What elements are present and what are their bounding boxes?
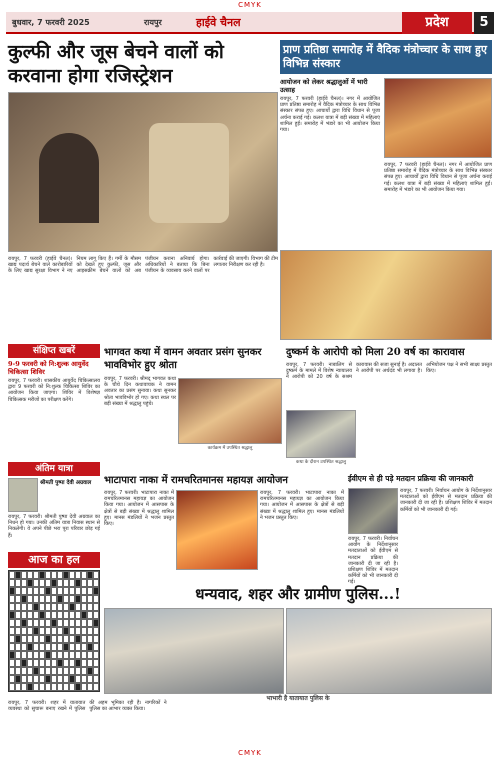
story2-body-cont: रायपुर, 7 फरवरी (हाईवे चैनल)। नगर में आयोजित प्राण प्रतिष्ठा समारोह में वैदिक मंत्रोच्चार के साथ विभिन्न संस्कार संपन्न हुए। आचार्यों द्वारा विधि विधान से पूजा अर्चना कराई गई। कलश यात्रा में बड़ी संख्या में महिलाएं शामिल हुईं। समारोह में भंडारे का भी आयोजन किया गया। (384, 162, 492, 193)
thank-you-banner: धन्यवाद, शहर और ग्रामीण पुलिस...! (195, 585, 401, 603)
lead-body: रायपुर, 7 फरवरी (हाईवे चैनल)। खाद्य पदार्थ बेचने वाले कारोबारियों के लिए खाद्य सुरक्षा विभाग ने नए नियम लागू किए हैं। गर्मी के मौसम को देखते हुए कुल्फी, जूस और आइसक्रीम बेचने वालों को अब पंजीयन कराना अनिवार्य होगा। अधिकारियों ने बताया कि बिना पंजीयन के व्यवसाय करने वालों पर कार्रवाई की जाएगी। विभाग की टीम लगातार निरीक्षण कर रही है। (8, 256, 278, 275)
story7-caption: भाभारी है यातायात पुलिस के (266, 695, 330, 702)
story6-headline: ईवीएम से ही पड़े मतदान प्रक्रिया की जानकारी (348, 474, 474, 483)
story7-body: रायपुर, 7 फरवरी। शहर में यातायात व्यवस्था को सुचारू बनाए रखने में पुलिस की अहम भूमिका रही है। नागरिकों ने पुलिस का आभार व्यक्त किया। (8, 700, 167, 713)
briefs-headline: 9-9 फरवरी को नि:शुल्क आयुर्वेद चिकित्सा शिविर (8, 360, 89, 376)
story6-body-cont: रायपुर, 7 फरवरी। निर्वाचन आयोग के निर्देशानुसार मतदाताओं को ईवीएम से मतदान प्रक्रिया की जानकारी दी जा रही है। प्रशिक्षण शिविर में मतदान कर्मियों को भी जानकारी दी गई। (348, 536, 398, 586)
story5-body-cont: रायपुर, 7 फरवरी। भाटापारा नाका में रामचरितमानस महायज्ञ का आयोजन किया गया। आयोजन में आसपास के क्षेत्रों से बड़ी संख्या में श्रद्धालु शामिल हुए। मानस मंडलियों ने भजन प्रस्तुत किए। (260, 490, 344, 521)
story3-body: रायपुर, 7 फरवरी। श्रीमद् भागवत कथा के चौथे दिन कथावाचक ने वामन अवतार का प्रसंग सुनाया। कथा सुनकर श्रोता भावविभोर हो गए। कथा स्थल पर बड़ी संख्या में श्रद्धालु पहुंचे। (104, 376, 176, 407)
story3-photo (178, 378, 282, 444)
lead-photo (8, 92, 278, 252)
story4-headline: दुष्कर्म के आरोपी को मिला 20 वर्ष का कारावास (286, 347, 465, 358)
section-name: प्रदेश (402, 12, 472, 34)
page-number: 5 (474, 12, 494, 34)
story3-headline: भागवत कथा में वामन अवतार प्रसंग सुनकर भावविभोर हुए श्रोता (104, 347, 262, 371)
story6-photo (348, 488, 398, 534)
story2-photo-2 (280, 250, 492, 340)
puzzle-title: आज का हल (8, 552, 100, 568)
newspaper-brand: हाईवे चैनल (196, 16, 241, 29)
story2-subhead: आयोजन को लेकर श्रद्धालुओं में भारी उत्साह (280, 78, 368, 94)
registration-mark-bottom: CMYK (238, 749, 262, 757)
story2-headline: प्राण प्रतिष्ठा समारोह में वैदिक मंत्रोच्चार के साथ हुए विभिन्न संस्कार (280, 40, 492, 74)
story4-caption: कथा के दौरान उपस्थित श्रद्धालु (295, 460, 347, 465)
obit-photo (8, 478, 38, 512)
story2-body: रायपुर, 7 फरवरी (हाईवे चैनल)। नगर में आयोजित प्राण प्रतिष्ठा समारोह में वैदिक मंत्रोच्चार के साथ विभिन्न संस्कार संपन्न हुए। आचार्यों द्वारा विधि विधान से पूजा अर्चना कराई गई। कलश यात्रा में बड़ी संख्या में महिलाएं शामिल हुईं। समारोह में भंडारे का भी आयोजन किया गया। (280, 96, 380, 134)
briefs-body: रायपुर, 7 फरवरी। शासकीय आयुर्वेद चिकित्सालय द्वारा 9 फरवरी को नि:शुल्क चिकित्सा शिविर का आयोजन किया जाएगा। शिविर में विशेषज्ञ चिकित्सक मरीजों का परीक्षण करेंगे। (8, 378, 100, 403)
crossword-grid (8, 570, 100, 692)
issue-date: बुधवार, 7 फरवरी 2025 (12, 18, 90, 27)
story6-body: रायपुर, 7 फरवरी। निर्वाचन आयोग के निर्देशानुसार मतदाताओं को ईवीएम से मतदान प्रक्रिया की जानकारी दी जा रही है। प्रशिक्षण शिविर में मतदान कर्मियों को भी जानकारी दी गई। (400, 488, 492, 513)
lead-headline: कुल्फी और जूस बेचने वालों को करवाना होगा रजिस्ट्रेशन (8, 41, 224, 87)
briefs-title: संक्षिप्त खबरें (8, 344, 100, 358)
story4-body: रायपुर, 7 फरवरी। नाबालिग से दुष्कर्म के मामले में विशेष न्यायालय ने आरोपी को 20 वर्ष के सश्रम कारावास की सजा सुनाई है। अदालत ने आरोपी पर अर्थदंड भी लगाया है। अभियोजन पक्ष ने सभी साक्ष्य प्रस्तुत किए। (286, 362, 492, 381)
story5-body: रायपुर, 7 फरवरी। भाटापारा नाका में रामचरितमानस महायज्ञ का आयोजन किया गया। आयोजन में आसपास के क्षेत्रों से बड़ी संख्या में श्रद्धालु शामिल हुए। मानस मंडलियों ने भजन प्रस्तुत किए। (104, 490, 174, 528)
obit-title: अंतिम यात्रा (8, 462, 100, 476)
story4-photo (286, 410, 356, 458)
story3-caption: कार्यक्रम में उपस्थित श्रद्धालु (207, 446, 253, 451)
story7-photo-1 (104, 608, 284, 694)
city-name: रायपुर (144, 18, 162, 27)
registration-mark-top: CMYK (238, 1, 262, 9)
story7-photo-2 (286, 608, 492, 694)
story5-headline: भाटापारा नाका में रामचरितमानस महायज्ञ आयोजन (104, 475, 288, 486)
obit-body: रायपुर, 7 फरवरी। श्रीमती पुष्पा देवी अग्रवाल का निधन हो गया। उनकी अंतिम यात्रा निवास स्थान से निकलेगी। वे अपने पीछे भरा पूरा परिवार छोड़ गई हैं। (8, 514, 100, 539)
obit-headline: श्रीमती पुष्पा देवी अग्रवाल (40, 480, 92, 486)
masthead (6, 12, 494, 34)
story5-photo (176, 490, 258, 570)
story2-photo-1 (384, 78, 492, 158)
